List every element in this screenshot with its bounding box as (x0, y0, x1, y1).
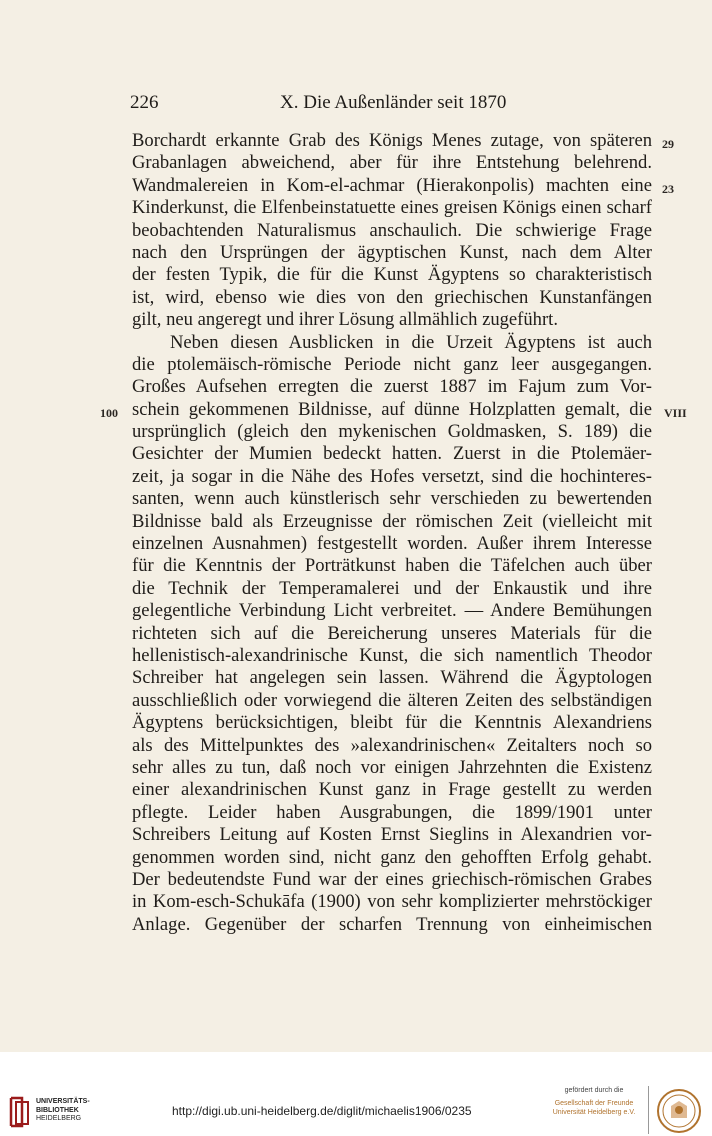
university-seal-icon[interactable] (656, 1088, 702, 1134)
text-line: richteten sich auf die Bereicherung unseres Materials für die (132, 622, 652, 644)
margin-note-100: 100 (100, 406, 118, 420)
text-line: santen, wenn auch künstlerisch sehr verschieden zu bewertenden (132, 488, 652, 510)
text-line: der festen Typik, die für die Kunst Ägyptens so charakteristisch (132, 264, 652, 286)
text-line: Bildnisse bald als Erzeugnisse der römischen Zeit (vielleicht mit (132, 510, 652, 532)
text-line: nach den Ursprüngen der ägyptischen Kunst, nach dem Alter (132, 241, 652, 263)
text-line: Neben diesen Ausblicken in die Urzeit Ägyptens ist auch (170, 331, 652, 353)
digitization-footer (0, 1052, 712, 1136)
text-line: beobachtenden Naturalismus anschaulich. Die schwierige Frage (132, 219, 652, 241)
sponsor-prefix: gefördert durch die (564, 1087, 624, 1094)
text-line: Schreibers Leitung auf Kosten Ernst Sieglins in Alexandrien vor- (132, 824, 652, 846)
text-line: gelegentliche Verbindung Licht verbreitet. — Andere Bemühungen (132, 600, 652, 622)
sponsor-name-line-2: Universität Heidelberg e.V. (552, 1109, 636, 1116)
text-line: Wandmalereien in Kom-el-achmar (Hierakonpolis) machten eine (132, 174, 652, 196)
text-line: Anlage. Gegenüber der scharfen Trennung von einheimischen (132, 913, 652, 935)
text-line: Großes Aufsehen erregten die zuerst 1887 im Fajum zum Vor- (132, 376, 652, 398)
text-line: zeit, ja sogar in die Nähe des Hofes versetzt, sind die hochinteres- (132, 465, 652, 487)
text-line: die ptolemäisch-römische Periode nicht ganz leer ausgegangen. (132, 353, 652, 375)
text-line: Schreiber hat angelegen sein lassen. Während die Ägyptologen (132, 667, 652, 689)
footer-divider (648, 1086, 649, 1134)
library-emblem-icon (8, 1096, 32, 1128)
running-header (130, 92, 650, 120)
sponsor-block (544, 1086, 644, 1117)
text-line: hellenistisch-alexandrinische Kunst, die sich namentlich Theodor (132, 644, 652, 666)
body-text (132, 130, 652, 936)
text-line: einzelnen Ausnahmen) festgestellt worden. Außer ihrem Interesse (132, 533, 652, 555)
library-logo[interactable] (8, 1094, 128, 1134)
margin-note-viii: VIII (664, 406, 687, 420)
running-title: X. Die Außenländer seit 1870 (280, 92, 507, 113)
text-line: für die Kenntnis der Porträtkunst haben die Täfelchen auch über (132, 555, 652, 577)
text-line: in Kom-esch-Schukāfa (1900) von sehr komplizierter mehrstöckiger (132, 891, 652, 913)
text-line: genommen worden sind, nicht ganz den gehofften Erfolg gehabt. (132, 846, 652, 868)
text-line: gilt, neu angeregt und ihrer Lösung allmählich zugeführt. (132, 309, 558, 331)
page-number: 226 (130, 92, 159, 113)
text-line: Ägyptens berücksichtigen, bleibt für die Kenntnis Alexandriens (132, 712, 652, 734)
digi-url-link[interactable]: http://digi.ub.uni-heidelberg.de/diglit/michaelis1906/0235 (172, 1104, 472, 1118)
text-line: Borchardt erkannte Grab des Königs Menes zutage, von späteren (132, 130, 652, 151)
text-line: einer alexandrinischen Kunst ganz in Frage gestellt zu werden (132, 779, 652, 801)
text-line: ausschließlich oder vorwiegend die älteren Zeiten des selbständigen (132, 689, 652, 711)
text-line: die Technik der Temperamalerei und der Enkaustik und ihre (132, 577, 652, 599)
text-line: Gesichter der Mumien bedeckt hatten. Zuerst in die Ptolemäer- (132, 443, 652, 465)
sponsor-name-line-1: Gesellschaft der Freunde (554, 1100, 634, 1107)
text-line: ursprünglich (gleich den mykenischen Goldmasken, S. 189) die (132, 421, 652, 443)
text-line: Grabanlagen abweichend, aber für ihre Entstehung belehrend. (132, 152, 652, 174)
margin-note-23: 23 (662, 182, 674, 196)
text-line: Der bedeutendste Fund war der eines griechisch-römischen Grabes (132, 868, 652, 890)
text-line: ist, wird, ebenso wie dies von den griechischen Kunstanfängen (132, 286, 652, 308)
margin-note-29: 29 (662, 137, 674, 151)
text-line: schein gekommenen Bildnisse, auf dünne Holzplatten gemalt, die (132, 398, 652, 420)
text-line: Kinderkunst, die Elfenbeinstatuette eines greisen Königs einen scharf (132, 197, 652, 219)
text-line: sehr alles zu tun, daß noch vor einigen Jahrzehnten die Existenz (132, 756, 652, 778)
library-name: UNIVERSITÄTS- BIBLIOTHEK HEIDELBERG (36, 1098, 90, 1122)
text-line: als des Mittelpunktes des »alexandrinischen« Zeitalters noch so (132, 734, 652, 756)
text-line: pflegte. Leider haben Ausgrabungen, die 1899/1901 unter (132, 801, 652, 823)
